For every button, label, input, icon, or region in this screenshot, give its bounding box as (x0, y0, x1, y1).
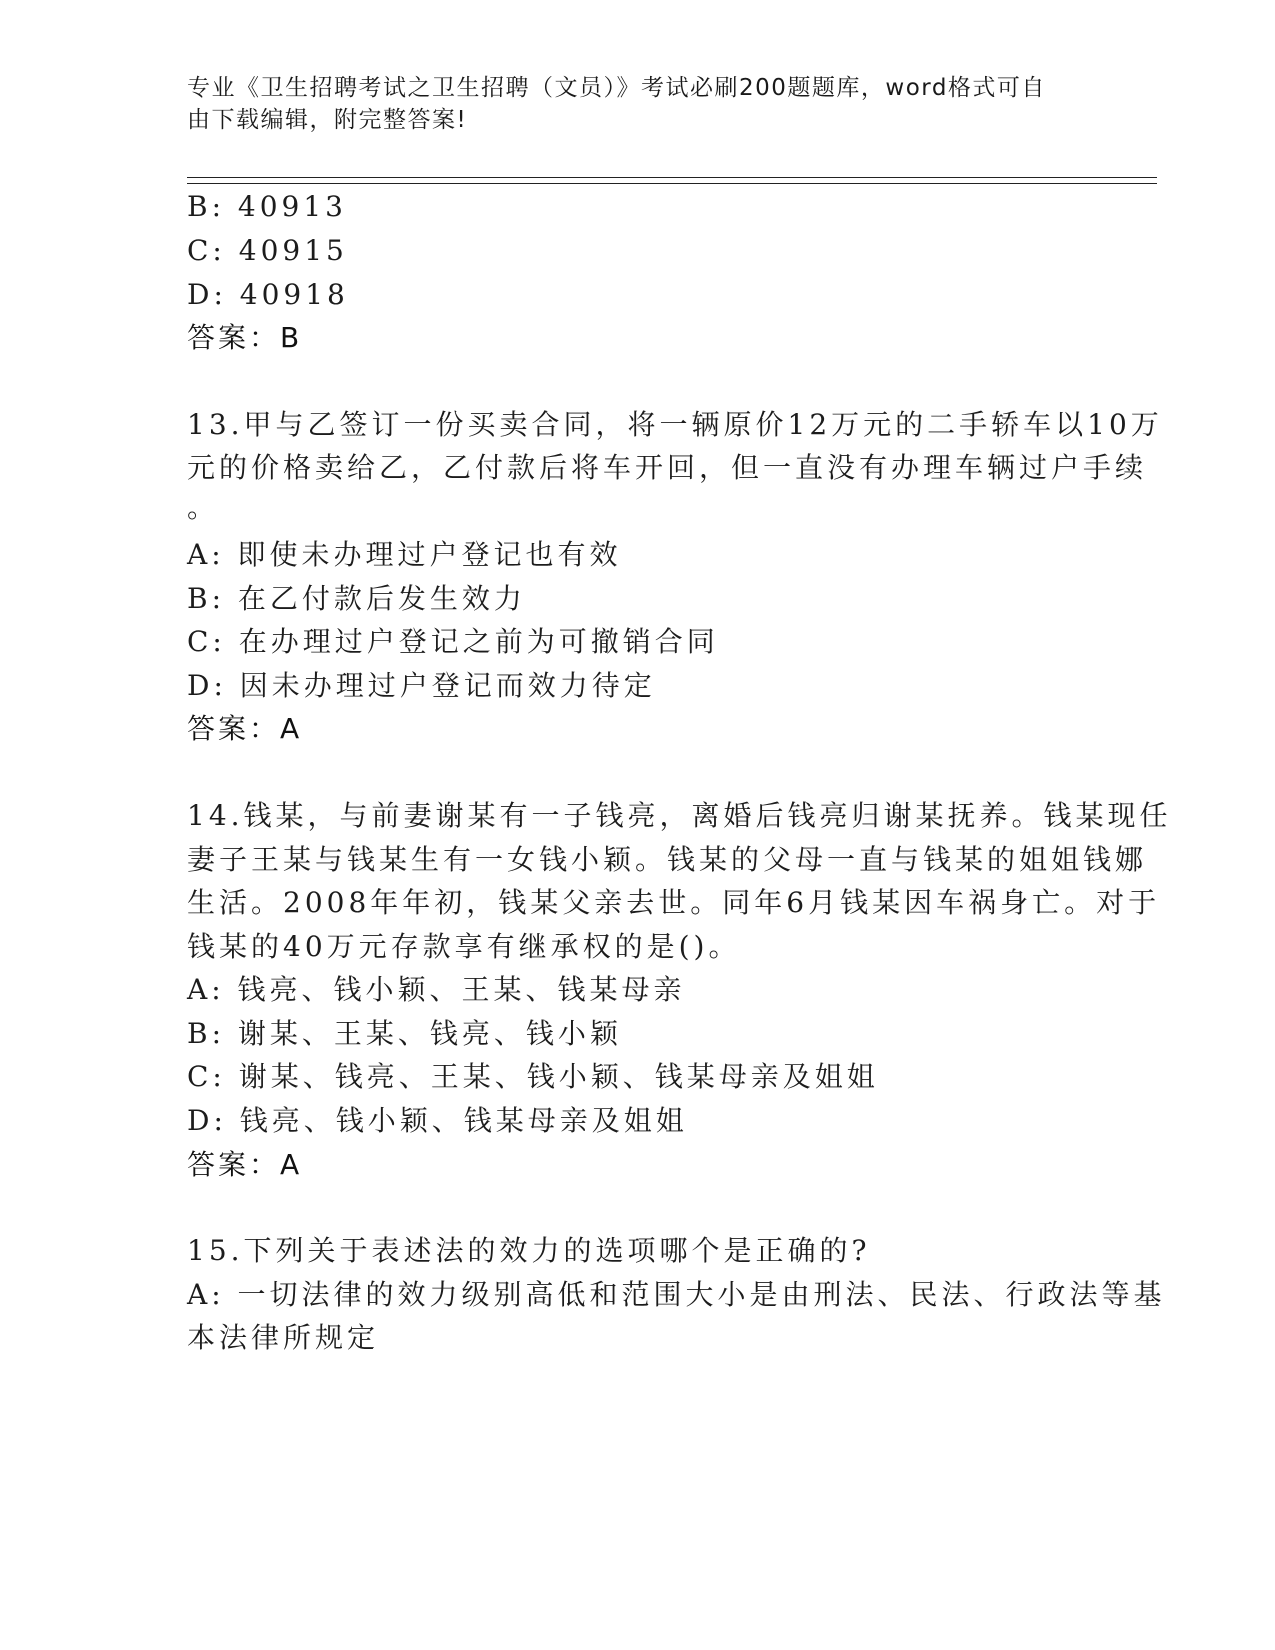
q13-option-b: B: 在乙付款后发生效力 (187, 582, 526, 615)
header-title-line-1: 专业《卫生招聘考试之卫生招聘（文员）》考试必刷200题题库，word格式可自 (187, 75, 1046, 101)
q14-option-d: D: 钱亮、钱小颖、钱某母亲及姐姐 (187, 1104, 688, 1137)
q13-stem-line-1: 13.甲与乙签订一份买卖合同，将一辆原价12万元的二手轿车以10万 (187, 408, 1163, 441)
q13-stem-line-2: 元的价格卖给乙，乙付款后将车开回，但一直没有办理车辆过户手续 (187, 451, 1148, 484)
q15-option-a-line-2: 本法律所规定 (187, 1321, 380, 1354)
document-header (187, 72, 1067, 136)
q14-stem-line-4: 钱某的40万元存款享有继承权的是()。 (187, 930, 741, 963)
q14-option-c: C: 谢某、钱亮、王某、钱小颖、钱某母亲及姐姐 (187, 1060, 879, 1093)
q14-option-b: B: 谢某、王某、钱亮、钱小颖 (187, 1017, 622, 1050)
q12-option-c: C: 40915 (187, 234, 348, 267)
q14-stem-line-3: 生活。2008年年初，钱某父亲去世。同年6月钱某因车祸身亡。对于 (187, 886, 1161, 919)
q13-answer: 答案：A (187, 712, 303, 745)
header-divider-top (187, 177, 1157, 178)
q15-stem-line-1: 15.下列关于表述法的效力的选项哪个是正确的? (187, 1234, 871, 1267)
q12-answer: 答案：B (187, 321, 303, 354)
q15-option-a-line-1: A: 一切法律的效力级别高低和范围大小是由刑法、民法、行政法等基 (187, 1278, 1166, 1311)
q13-stem-line-3: 。 (187, 491, 220, 524)
q14-stem-line-2: 妻子王某与钱某生有一女钱小颖。钱某的父母一直与钱某的姐姐钱娜 (187, 843, 1148, 876)
header-title-line-2: 由下载编辑，附完整答案! (187, 107, 468, 133)
q13-option-c: C: 在办理过户登记之前为可撤销合同 (187, 625, 719, 658)
q12-option-d: D: 40918 (187, 278, 349, 311)
q14-answer: 答案：A (187, 1148, 303, 1181)
header-divider-bottom (187, 183, 1157, 184)
q13-option-d: D: 因未办理过户登记而效力待定 (187, 669, 656, 702)
q14-option-a: A: 钱亮、钱小颖、王某、钱某母亲 (187, 973, 686, 1006)
q14-stem-line-1: 14.钱某，与前妻谢某有一子钱亮，离婚后钱亮归谢某抚养。钱某现任 (187, 799, 1172, 832)
q12-option-b: B: 40913 (187, 190, 347, 223)
q13-option-a: A: 即使未办理过户登记也有效 (187, 538, 622, 571)
